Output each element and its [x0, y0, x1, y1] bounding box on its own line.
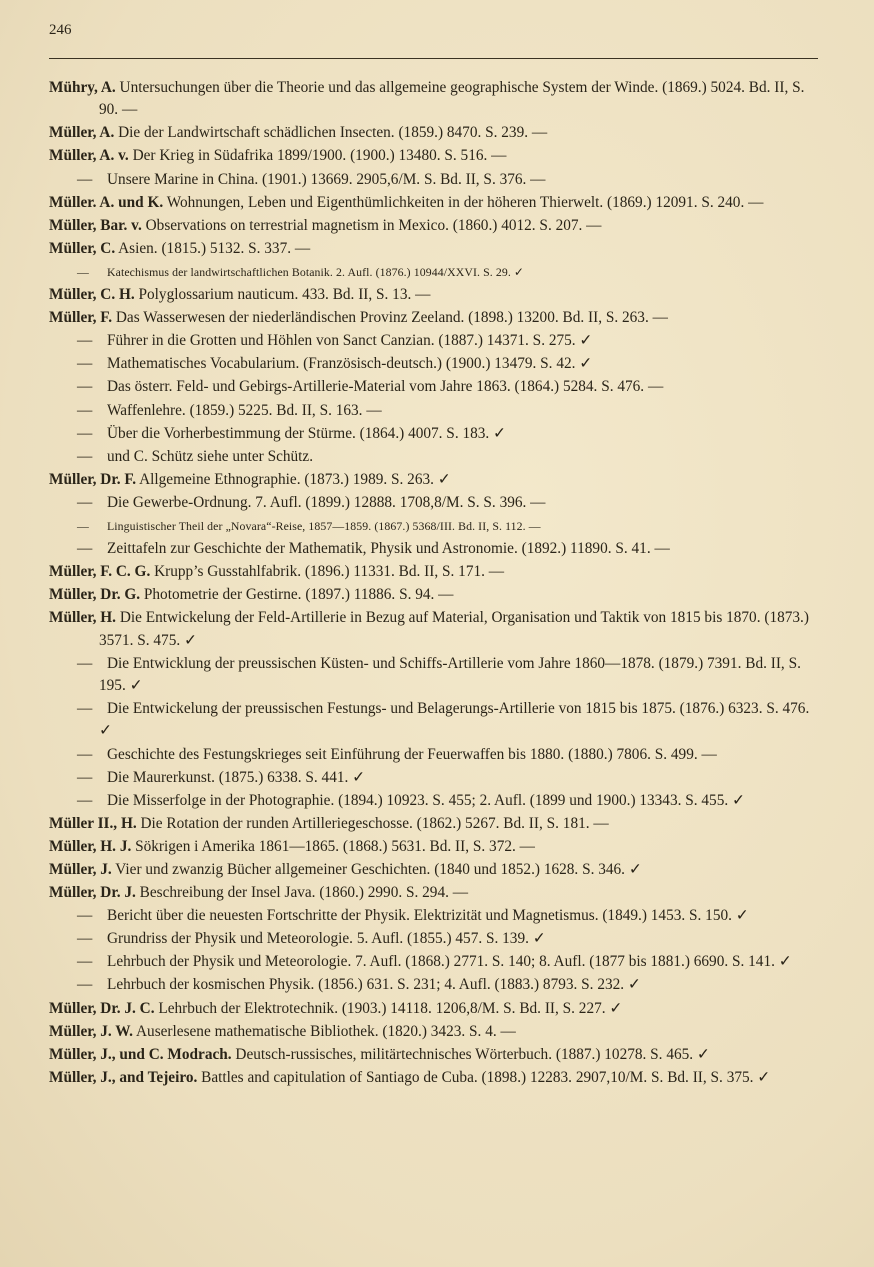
author-name: Müller, J., and Tejeiro. [49, 1068, 198, 1086]
author-name: Müller, Bar. v. [49, 216, 142, 234]
ditto-dash: — [77, 355, 93, 373]
entry-text: Auserlesene mathematische Bibliothek. (1820.) 3423. S. 4. — [133, 1022, 516, 1040]
entry-text: Unsere Marine in China. (1901.) 13669. 2905,6/M. S. Bd. II, S. 376. — [107, 170, 546, 188]
catalog-entry [49, 882, 821, 904]
catalog-entry [49, 974, 821, 996]
ditto-dash: — [77, 540, 93, 558]
ditto-dash: — [77, 447, 93, 465]
ditto-dash: — [77, 654, 93, 672]
entry-text: Der Krieg in Südafrika 1899/1900. (1900.) 13480. S. 516. — [128, 147, 507, 165]
catalog-entry [49, 928, 821, 950]
ditto-dash: — [77, 424, 93, 442]
author-name: Müller, C. H. [49, 286, 135, 304]
catalog-entry [49, 744, 821, 766]
catalog-entry [49, 423, 821, 445]
header-rule [49, 58, 818, 59]
entry-text: Die Entwickelung der preussischen Festungs- und Belagerungs-Artillerie von 1815 bis 1875. (1876.) 6323. S. 476. ✓ [99, 700, 810, 740]
catalog-entry [49, 77, 821, 122]
ditto-dash: — [77, 700, 93, 718]
page-number: 246 [49, 22, 72, 38]
author-name: Müller, H. J. [49, 837, 132, 855]
ditto-dash: — [77, 378, 93, 396]
entry-text: Führer in die Grotten und Höhlen von Sanct Canzian. (1887.) 14371. S. 275. ✓ [107, 332, 593, 350]
entry-text: Zeittafeln zur Geschichte der Mathematik, Physik und Astronomie. (1892.) 11890. S. 41. — [107, 540, 670, 558]
entry-text: Allgemeine Ethnographie. (1873.) 1989. S. 263. ✓ [136, 470, 451, 488]
entry-text: Asien. (1815.) 5132. S. 337. — [115, 239, 311, 257]
entry-text: Bericht über die neuesten Fortschritte der Physik. Elektrizität und Magnetismus. (1849.) 1453. S. 150. ✓ [107, 907, 749, 925]
catalog-entry [49, 469, 821, 491]
ditto-dash: — [77, 976, 93, 994]
entry-text: Krupp’s Gusstahlfabrik. (1896.) 11331. Bd. II, S. 171. — [150, 563, 505, 581]
ditto-dash: — [77, 907, 93, 925]
catalog-entry [49, 353, 821, 375]
catalog-entry [49, 169, 821, 191]
ditto-dash: — [77, 791, 93, 809]
catalog-entry [49, 1021, 821, 1043]
entry-text: Über die Vorherbestimmung der Stürme. (1864.) 4007. S. 183. ✓ [107, 424, 506, 442]
catalog-entry [49, 400, 821, 422]
entry-text: Lehrbuch der Physik und Meteorologie. 7. Aufl. (1868.) 2771. S. 140; 8. Aufl. (1877 bis 1881.) 6690. S. 141. ✓ [107, 953, 792, 971]
entry-text: Lehrbuch der Elektrotechnik. (1903.) 14118. 1206,8/M. S. Bd. II, S. 227. ✓ [154, 999, 623, 1017]
ditto-dash: — [77, 745, 93, 763]
catalog-entry [49, 561, 821, 583]
entry-text: Untersuchungen über die Theorie und das allgemeine geographische System der Winde. (1869.) 5024. Bd. II, S. 90. — [99, 79, 805, 119]
catalog-entry [49, 1044, 821, 1066]
catalog-entry [49, 859, 821, 881]
catalog-entry [49, 122, 821, 144]
entry-text: Sökrigen i Amerika 1861—1865. (1868.) 5631. Bd. II, S. 372. — [131, 837, 535, 855]
catalog-entry [49, 492, 821, 514]
catalog-entry [49, 1067, 821, 1089]
entry-text: Die Gewerbe-Ordnung. 7. Aufl. (1899.) 12888. 1708,8/M. S. S. 396. — [107, 493, 546, 511]
catalog-entry [49, 538, 821, 560]
author-name: Müller, Dr. F. [49, 470, 137, 488]
author-name: Müller, J., und C. Modrach. [49, 1045, 232, 1063]
catalog-entry [49, 767, 821, 789]
entry-text: Das Wasserwesen der niederländischen Provinz Zeeland. (1898.) 13200. Bd. II, S. 263. — [112, 309, 668, 327]
entry-text: Wohnungen, Leben und Eigenthümlichkeiten in der höheren Thierwelt. (1869.) 12091. S. 240. — [163, 193, 764, 211]
author-name: Müller, J. W. [49, 1022, 134, 1040]
author-name: Müller, A. [49, 124, 115, 142]
ditto-dash: — [77, 953, 93, 971]
entry-text: Battles and capitulation of Santiago de Cuba. (1898.) 12283. 2907,10/M. S. Bd. II, S. 375. ✓ [197, 1068, 771, 1086]
author-name: Müller, F. C. G. [49, 563, 151, 581]
catalog-entry [49, 261, 821, 283]
entry-text: Das österr. Feld- und Gebirgs-Artillerie-Material vom Jahre 1863. (1864.) 5284. S. 476. — [107, 378, 664, 396]
entry-text: Geschichte des Festungskrieges seit Einführung der Feuerwaffen bis 1880. (1880.) 7806. S. 499. — [107, 745, 717, 763]
catalog-entry [49, 951, 821, 973]
catalog-entry [49, 607, 821, 652]
entry-text: Deutsch-russisches, militärtechnisches Wörterbuch. (1887.) 10278. S. 465. ✓ [231, 1045, 710, 1063]
ditto-dash: — [77, 493, 93, 511]
ditto-dash: — [77, 264, 89, 279]
author-name: Müller II., H. [49, 814, 137, 832]
entry-text: Linguistischer Theil der „Novara“-Reise, 1857—1859. (1867.) 5368/III. Bd. II, S. 112. — [107, 518, 541, 533]
entry-text: Mathematisches Vocabularium. (Französisch-deutsch.) (1900.) 13479. S. 42. ✓ [107, 355, 593, 373]
entry-text: Die Rotation der runden Artilleriegeschosse. (1862.) 5267. Bd. II, S. 181. — [136, 814, 609, 832]
entry-text: Die Entwicklung der preussischen Küsten- und Schiffs-Artillerie vom Jahre 1860—1878. (1879.) 7391. Bd. II, S. 195. ✓ [99, 654, 801, 695]
author-name: Müller, Dr. G. [49, 586, 141, 604]
author-name: Müller, Dr. J. [49, 884, 136, 902]
catalog-entry [49, 515, 821, 537]
entry-text: Grundriss der Physik und Meteorologie. 5. Aufl. (1855.) 457. S. 139. ✓ [107, 930, 546, 948]
catalog-entry [49, 330, 821, 352]
author-name: Mühry, A. [49, 79, 116, 96]
catalog-entry [49, 905, 821, 927]
author-name: Müller, H. [49, 609, 116, 627]
ditto-dash: — [77, 930, 93, 948]
entry-text: Lehrbuch der kosmischen Physik. (1856.) 631. S. 231; 4. Aufl. (1883.) 8793. S. 232. ✓ [107, 976, 641, 994]
author-name: Müller, A. v. [49, 147, 129, 165]
author-name: Müller, F. [49, 309, 113, 327]
catalog-entry [49, 698, 821, 743]
entry-text: Die der Landwirtschaft schädlichen Insecten. (1859.) 8470. S. 239. — [114, 124, 548, 142]
catalog-entry [49, 813, 821, 835]
catalog-entry [49, 215, 821, 237]
entry-text: Die Entwickelung der Feld-Artillerie in Bezug auf Material, Organisation und Taktik von 1815 bis 1870. (1873.) 3571. S. 475. ✓ [99, 609, 809, 649]
catalog-entry [49, 192, 821, 214]
catalog-entry [49, 376, 821, 398]
entry-text: Polyglossarium nauticum. 433. Bd. II, S. 13. — [134, 286, 431, 304]
author-name: Müller, C. [49, 239, 116, 257]
catalog-entry [49, 307, 821, 329]
entry-text: Observations on terrestrial magnetism in Mexico. (1860.) 4012. S. 207. — [141, 216, 602, 234]
ditto-dash: — [77, 518, 89, 533]
ditto-dash: — [77, 170, 93, 188]
entry-text: Die Maurerkunst. (1875.) 6338. S. 441. ✓ [107, 768, 365, 786]
entry-text: Photometrie der Gestirne. (1897.) 11886. S. 94. — [140, 586, 454, 604]
author-name: Müller. A. und K. [49, 193, 164, 211]
entry-text: Katechismus der landwirtschaftlichen Botanik. 2. Aufl. (1876.) 10944/XXVI. S. 29. ✓ [107, 264, 524, 279]
catalog-entry [49, 284, 821, 306]
ditto-dash: — [77, 332, 93, 350]
catalog-entry [49, 238, 821, 260]
ditto-dash: — [77, 401, 93, 419]
catalog-entry [49, 790, 821, 812]
catalog-entry [49, 584, 821, 606]
entry-text: Waffenlehre. (1859.) 5225. Bd. II, S. 163. — [107, 401, 382, 419]
catalog-entry [49, 998, 821, 1020]
catalog-entry [49, 836, 821, 858]
catalog-entries [49, 77, 821, 1090]
ditto-dash: — [77, 768, 93, 786]
catalog-entry [49, 145, 821, 167]
entry-text: Beschreibung der Insel Java. (1860.) 2990. S. 294. — [135, 884, 469, 902]
author-name: Müller, J. [49, 861, 112, 878]
entry-text: und C. Schütz siehe unter Schütz. [107, 447, 314, 465]
author-name: Müller, Dr. J. C. [49, 999, 155, 1017]
catalog-entry [49, 446, 821, 468]
entry-text: Die Misserfolge in der Photographie. (1894.) 10923. S. 455; 2. Aufl. (1899 und 1900.) 13343. S. 455. ✓ [107, 791, 745, 809]
entry-text: Vier und zwanzig Bücher allgemeiner Geschichten. (1840 und 1852.) 1628. S. 346. ✓ [111, 861, 642, 878]
catalog-entry [49, 653, 821, 698]
